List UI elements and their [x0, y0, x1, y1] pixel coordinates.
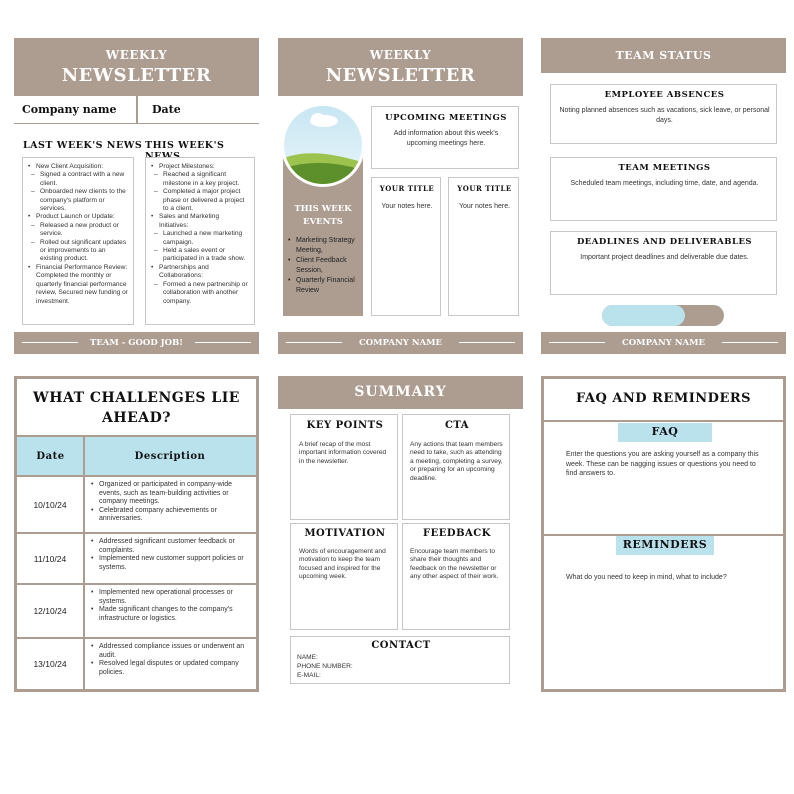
news-item: • Product Launch or Update:	[28, 213, 128, 221]
contact-email: E-MAIL:	[297, 672, 321, 679]
row-description-item: • Implemented new operational processes or systems.	[91, 589, 251, 606]
news-item: – Onboarded new clients to the company's platform or services.	[28, 188, 128, 213]
contact-phone: PHONE NUMBER:	[297, 663, 353, 670]
deadlines-body: Important project deadlines and deliverable due dates.	[580, 254, 749, 261]
progress-bar-fill	[602, 305, 685, 326]
landscape-illustration	[281, 103, 365, 187]
this-week-news-list	[151, 163, 249, 306]
date-label: Date	[152, 103, 181, 116]
news-item: – Signed a contract with a new client.	[28, 171, 128, 188]
cta-box	[402, 414, 510, 520]
event-item: • Quarterly Financial Review	[288, 276, 362, 296]
news-item: • Sales and Marketing Initiatives:	[151, 213, 249, 230]
faq-label: FAQ	[651, 425, 679, 438]
summary-title: SUMMARY	[354, 384, 447, 400]
team-meetings-body: Scheduled team meetings, including time, date, and agenda.	[570, 180, 759, 187]
deadlines-title: DEADLINES AND DELIVERABLES	[576, 237, 753, 247]
company-date-row	[14, 96, 259, 124]
reminders-body: What do you need to keep in mind, what to include?	[566, 574, 727, 581]
last-week-news-list	[28, 163, 128, 306]
notes-box-2-title: YOUR TITLE	[457, 184, 512, 193]
footer-line-right	[722, 342, 778, 343]
newsletter-header	[14, 38, 259, 96]
row-description-item: • Implemented new customer support policies or systems.	[91, 555, 251, 572]
feedback-box	[402, 523, 510, 630]
table-row	[17, 585, 256, 639]
row-date: 13/10/24	[33, 659, 67, 669]
row-description-item: • Celebrated company achievements or anniversaries.	[91, 507, 251, 524]
row-description-item: • Organized or participated in company-wide events, such as team-building activities or company meetings.	[91, 481, 251, 507]
contact-name: NAME:	[297, 654, 318, 661]
company-name-label: Company name	[22, 103, 117, 116]
news-item: – Reached a significant milestone in a key project.	[151, 171, 249, 188]
row-description-item: • Addressed compliance issues or underwent an audit.	[91, 643, 251, 660]
footer-text: TEAM - GOOD JOB!	[90, 338, 183, 348]
news-item: • Financial Performance Review: Completed the monthly or quarterly financial performance review, Secured new funding or investment.	[28, 264, 128, 306]
row-description	[91, 481, 251, 524]
cta-title: CTA	[444, 420, 470, 431]
motivation-title: MOTIVATION	[304, 528, 386, 539]
upcoming-meetings-body: Add information about this week's upcoming meetings here.	[393, 130, 499, 147]
row-description-item: • Addressed significant customer feedback or complaints.	[91, 538, 251, 555]
page-weekly-newsletter-1	[14, 38, 259, 354]
news-item: – Launched a new marketing campaign.	[151, 230, 249, 247]
footer-text: COMPANY NAME	[359, 338, 442, 348]
feedback-body: Encourage team members to share their thoughts and feedback on the newsletter or any other aspect of their work.	[410, 548, 499, 581]
faq-reminders-title: FAQ AND REMINDERS	[575, 391, 752, 406]
notes-box-1-body: Your notes here.	[381, 203, 433, 210]
row-description	[91, 643, 251, 677]
newsletter-header	[278, 38, 523, 96]
contact-title: CONTACT	[371, 640, 431, 651]
row-date: 11/10/24	[33, 553, 67, 564]
team-status-title: TEAM STATUS	[615, 49, 712, 62]
table-row	[17, 534, 256, 585]
footer-line-right	[459, 342, 515, 343]
this-week-news-box	[145, 157, 255, 325]
row-description	[91, 589, 251, 623]
table-row	[17, 477, 256, 534]
row-divider	[136, 96, 138, 124]
team-meetings-box	[550, 157, 777, 221]
last-week-news-box	[22, 157, 134, 325]
page-summary	[278, 376, 523, 692]
header-title: NEWSLETTER	[61, 65, 212, 86]
last-week-news-title: LAST WEEK'S NEWS	[23, 140, 143, 151]
footer-line-right	[195, 342, 251, 343]
employee-absences-title: EMPLOYEE ABSENCES	[604, 90, 725, 100]
contact-box	[290, 636, 510, 684]
row-description	[91, 538, 251, 572]
row-description-item: • Made significant changes to the company's infrastructure or logistics.	[91, 606, 251, 623]
cta-body: Any actions that team members need to take, such as attending a meeting, completing a survey, or preparing for an upcoming deadline.	[410, 441, 503, 482]
news-item: – Completed a major project phase or delivered a project to a client.	[151, 188, 249, 213]
col-description-header: Description	[134, 451, 206, 462]
motivation-box	[290, 523, 398, 630]
news-item: • Partnerships and Collaborations:	[151, 264, 249, 281]
challenges-title-line1: WHAT CHALLENGES LIE	[33, 390, 240, 406]
news-item: • New Client Acquisition:	[28, 163, 128, 171]
notes-box-2-body: Your notes here.	[458, 203, 511, 210]
news-item: – Formed a new partnership or collaboration with another company.	[151, 281, 249, 306]
row-description-item: • Resolved legal disputes or updated company policies.	[91, 660, 251, 677]
page-footer	[541, 332, 786, 354]
news-item: – Released a new product or service.	[28, 222, 128, 239]
progress-bar	[602, 305, 724, 326]
table-row	[17, 639, 256, 691]
upcoming-meetings-box	[371, 106, 519, 169]
faq-body: Enter the questions you are asking yourself as a company this week. These can be nagging issues or questions you need to find answers to.	[566, 451, 759, 478]
employee-absences-box	[550, 84, 777, 144]
page-weekly-newsletter-2	[278, 38, 523, 354]
col-date-header: Date	[36, 451, 65, 462]
event-item: • Client Feedback Session,	[288, 256, 362, 276]
events-title-line2: EVENTS	[303, 217, 343, 227]
reminders-label: REMINDERS	[622, 538, 708, 551]
row-date: 12/10/24	[33, 606, 67, 616]
news-item: • Project Milestones:	[151, 163, 249, 171]
this-week-news-title: THIS WEEK'S	[145, 140, 225, 151]
table-header	[17, 437, 256, 477]
page-team-status	[541, 38, 786, 354]
challenges-table	[17, 435, 256, 689]
news-item: – Rolled out significant updates or improvements to an existing product.	[28, 239, 128, 264]
event-item: • Marketing Strategy Meeting,	[288, 236, 362, 256]
footer-text: COMPANY NAME	[622, 338, 705, 348]
header-top-label: WEEKLY	[369, 48, 432, 62]
summary-header	[278, 376, 523, 409]
upcoming-meetings-title: UPCOMING MEETINGS	[385, 113, 507, 123]
challenges-title-line2: AHEAD?	[102, 410, 171, 426]
news-item: – Held a sales event or participated in a trade show.	[151, 247, 249, 264]
row-date: 10/10/24	[33, 499, 67, 510]
motivation-body: Words of encouragement and motivation to keep the team focused and inspired for the upcoming week.	[299, 548, 386, 581]
page-footer	[278, 332, 523, 354]
page-footer	[14, 332, 259, 354]
deadlines-box	[550, 231, 777, 295]
events-title-line1: THIS WEEK	[294, 204, 352, 214]
notes-box-1-title: YOUR TITLE	[379, 184, 435, 193]
faq-divider-top	[544, 420, 783, 422]
header-title: NEWSLETTER	[325, 65, 476, 86]
header-top-label: WEEKLY	[105, 48, 168, 62]
page-challenges	[14, 376, 259, 692]
key-points-body: A brief recap of the most important information covered in the newsletter.	[299, 441, 387, 465]
events-list	[288, 236, 362, 296]
team-status-header	[541, 38, 786, 73]
feedback-title: FEEDBACK	[423, 528, 491, 539]
notes-box-1	[371, 177, 441, 316]
notes-box-2	[448, 177, 519, 316]
team-meetings-title: TEAM MEETINGS	[618, 163, 711, 173]
employee-absences-body: Noting planned absences such as vacations, sick leave, or personal days.	[559, 107, 770, 124]
key-points-title: KEY POINTS	[306, 420, 384, 431]
page-faq-reminders	[541, 376, 786, 692]
key-points-box	[290, 414, 398, 520]
